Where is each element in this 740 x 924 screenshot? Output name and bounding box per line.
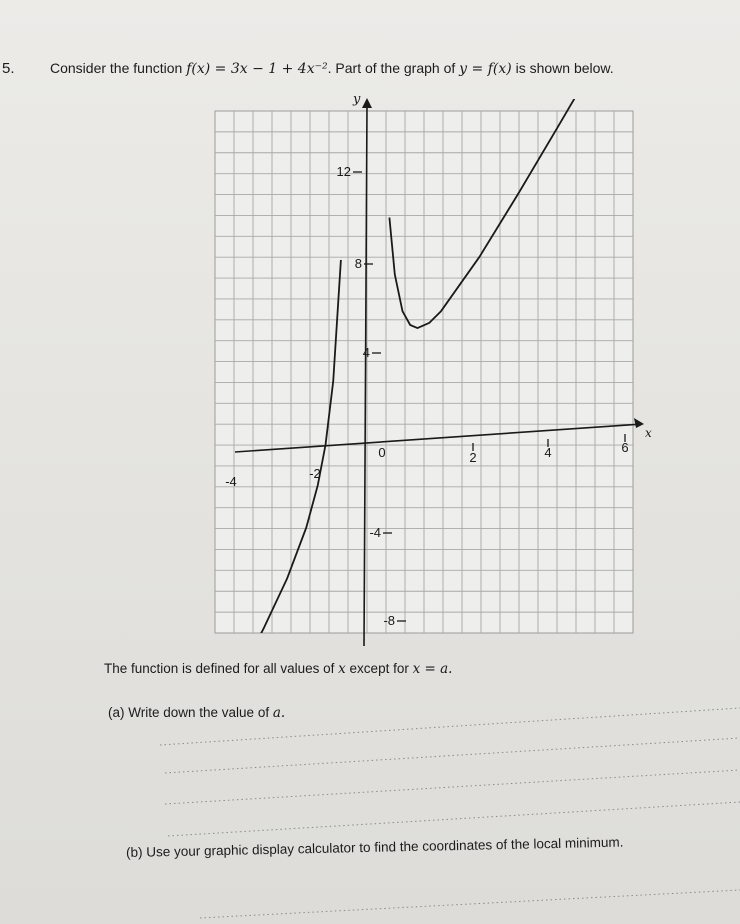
answer-line-3[interactable] <box>165 770 740 804</box>
question-number: 5. <box>2 60 15 77</box>
part-a-text: (a) Write down the value of <box>108 705 270 720</box>
x-axis-label: x <box>645 426 652 440</box>
answer-line-1[interactable] <box>160 708 740 745</box>
x-tick-label: 6 <box>621 440 629 455</box>
note-text-middle: except for <box>349 661 409 676</box>
x-tick-label: 2 <box>469 450 477 465</box>
note-variable: x <box>338 661 346 677</box>
x-tick-label: -4 <box>225 474 237 489</box>
function-expression: f(x) = 3x − 1 + 4x⁻² <box>186 61 328 77</box>
x-tick-label: 4 <box>544 445 552 460</box>
y-tick-label: 8 <box>354 256 362 271</box>
answer-line-5[interactable] <box>200 890 740 918</box>
y-tick-label: -4 <box>369 525 381 540</box>
y-tick-label: 4 <box>362 345 370 360</box>
y-tick-label: -8 <box>383 613 395 628</box>
answer-line-4[interactable] <box>168 802 740 836</box>
stem-text-end: is shown below. <box>515 60 614 76</box>
stem-text-middle: . Part of the graph of <box>327 60 456 76</box>
y-axis-label: y <box>353 92 361 107</box>
answer-line-2[interactable] <box>165 738 740 773</box>
note-text-start: The function is defined for all values of <box>104 661 335 676</box>
stem-text-start: Consider the function <box>50 60 183 76</box>
graph-expression: y = f(x) <box>459 61 512 77</box>
x-tick-label: 0 <box>378 445 386 460</box>
part-b-text: (b) Use your graphic display calculator to find the coordinates of the local minimum. <box>125 834 624 860</box>
part-a-variable: a. <box>272 705 286 721</box>
note-condition: x = a. <box>412 661 453 677</box>
x-tick-label: -2 <box>309 466 321 481</box>
y-tick-label: 12 <box>336 164 351 179</box>
